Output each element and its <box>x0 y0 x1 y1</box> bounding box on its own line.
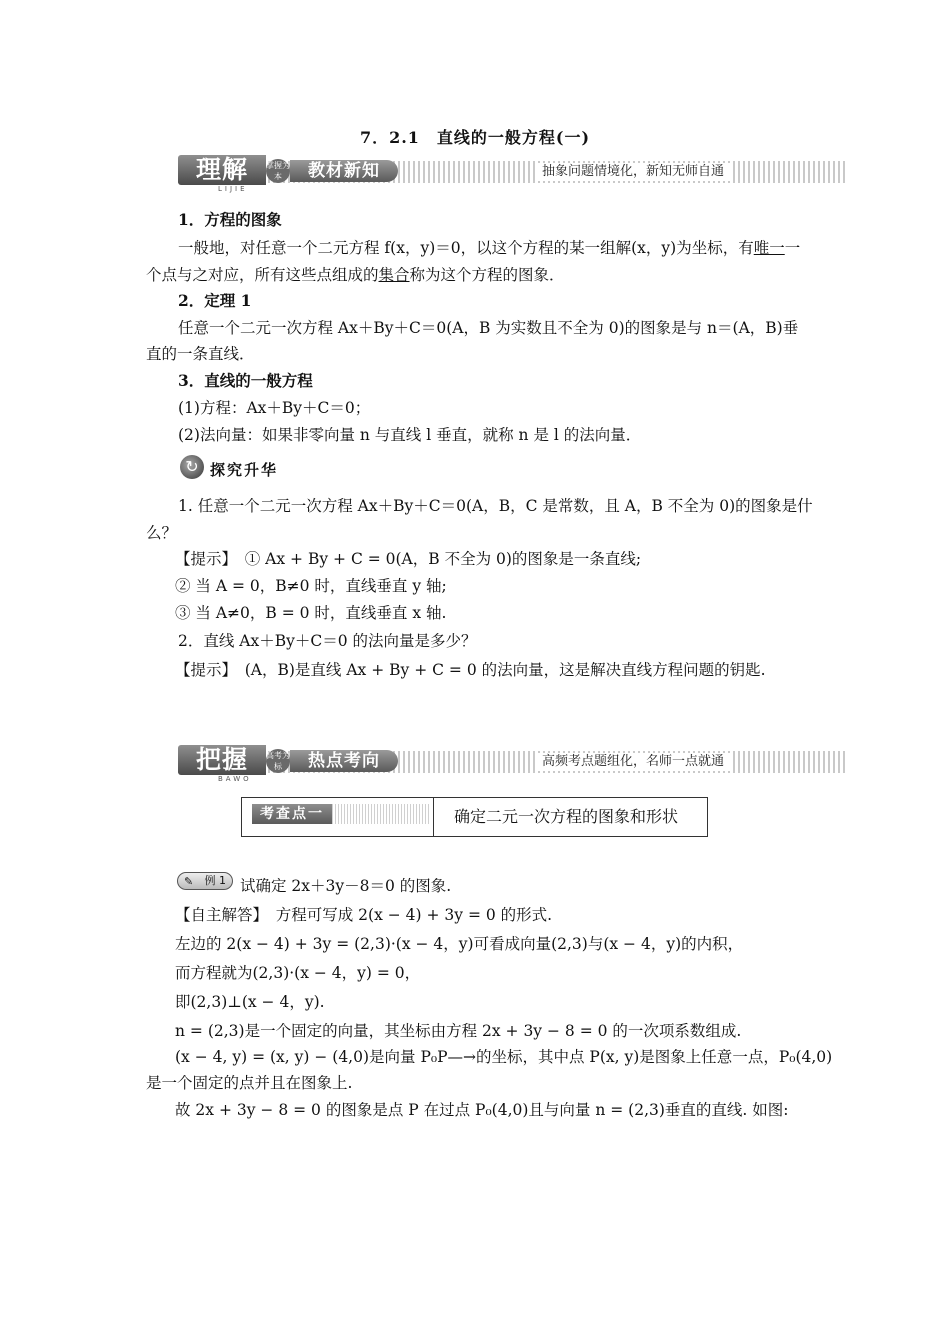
solution-line-2: 左边的 2(x − 4) + 3y = (2,3)·(x − 4，y)可看成向量(2,3)与(x − 4，y)的内积， <box>175 935 744 953</box>
paragraph-1-line-2 <box>146 265 565 285</box>
paragraph-2-line-1: 任意一个二元一次方程 Ax＋By＋C＝0(A，B 为实数且不全为 0)的图象是与 n＝(A，B)垂 <box>178 319 799 337</box>
banner-badge: 掌握为本 <box>266 161 290 181</box>
section-banner-understand <box>178 155 848 193</box>
explore-icon: ↻ <box>180 455 204 479</box>
solution-line-6: (x − 4, y) = (x, y) − (4,0)是向量 P₀P—→的坐标，其中点 P(x, y)是图象上任意一点，P₀(4,0) <box>175 1048 833 1066</box>
question-1-line-1: 1. 任意一个二元一次方程 Ax＋By＋C＝0(A，B，C 是常数，且 A，B 不全为 0)的图象是什 <box>178 497 813 515</box>
text: 一 <box>784 239 801 257</box>
solution-line-7: 是一个固定的点并且在图象上. <box>146 1074 353 1092</box>
hint-1: 【提示】 ① Ax + By + C = 0(A，B 不全为 0)的图象是一条直线; <box>175 550 642 568</box>
example-question: 试确定 2x＋3y－8＝0 的图象. <box>240 877 452 895</box>
banner-pinyin: BAWO <box>218 775 252 783</box>
divider <box>433 798 434 836</box>
paragraph-3-line-1: (1)方程：Ax＋By＋C＝0； <box>178 399 371 417</box>
key-point-tag-stripes <box>332 804 430 824</box>
heading-1: 1．方程的图象 <box>178 210 282 229</box>
underlined-text: 唯一 <box>753 239 785 257</box>
solution-line-4: 即(2,3)⊥(x − 4，y). <box>175 993 325 1011</box>
banner-slogan: 抽象问题情境化，新知无师自通 <box>536 163 730 181</box>
underlined-text: 集合 <box>378 266 410 284</box>
key-point-box <box>241 797 708 837</box>
solution-line-3: 而方程就为(2,3)·(x − 4，y) = 0， <box>175 964 421 982</box>
page-title: 7．2.1 直线的一般方程(一) <box>359 128 591 147</box>
pencil-icon: ✎ <box>184 875 194 888</box>
heading-2: 2．定理 1 <box>178 291 252 310</box>
section-banner-master <box>178 745 848 783</box>
banner-pinyin: LIJIE <box>218 185 248 193</box>
hint-4: 【提示】 (A，B)是直线 Ax + By + C = 0 的法向量，这是解决直线方程问题的钥匙. <box>175 661 766 679</box>
example-badge <box>177 872 233 890</box>
paragraph-1-line-1 <box>178 238 800 258</box>
key-point-text: 确定二元一次方程的图象和形状 <box>454 807 679 826</box>
hint-2: ② 当 A = 0，B≠0 时，直线垂直 y 轴; <box>175 577 447 595</box>
solution-line-5: n = (2,3)是一个固定的向量，其坐标由方程 2x + 3y − 8 = 0 的一次项系数组成. <box>175 1022 742 1040</box>
text: 一般地，对任意一个二元方程 f(x，y)＝0，以这个方程的某一组解(x，y)为坐标，有 <box>178 239 754 257</box>
banner-subtitle: 热点考向 <box>290 750 398 772</box>
banner-slogan: 高频考点题组化，名师一点就通 <box>536 753 730 771</box>
banner-main-label: 把握 <box>178 745 266 775</box>
solution-line-8: 故 2x + 3y − 8 = 0 的图象是点 P 在过点 P₀(4,0)且与向量 n = (2,3)垂直的直线. 如图: <box>175 1101 789 1119</box>
paragraph-3-line-2: (2)法向量：如果非零向量 n 与直线 l 垂直，就称 n 是 l 的法向量． <box>178 426 642 444</box>
solution-line-1: 【自主解答】 方程可写成 2(x − 4) + 3y = 0 的形式. <box>175 906 553 924</box>
text: 个点与之对应，所有这些点组成的 <box>146 266 379 284</box>
key-point-tag: 考查点一 <box>252 804 332 824</box>
example-label: 例 1 <box>204 874 226 887</box>
hint-3: ③ 当 A≠0，B = 0 时，直线垂直 x 轴. <box>175 604 447 622</box>
banner-main-label: 理解 <box>178 155 266 185</box>
banner-badge: 高考为标 <box>266 751 290 771</box>
text: 称为这个方程的图象． <box>409 266 565 284</box>
question-2: 2．直线 Ax＋By＋C＝0 的法向量是多少？ <box>178 632 477 650</box>
banner-subtitle: 教材新知 <box>290 160 398 182</box>
paragraph-2-line-2: 直的一条直线． <box>146 345 255 363</box>
explore-title: 探究升华 <box>210 461 279 479</box>
question-1-line-2: 么？ <box>146 524 178 542</box>
heading-3: 3．直线的一般方程 <box>178 371 313 390</box>
